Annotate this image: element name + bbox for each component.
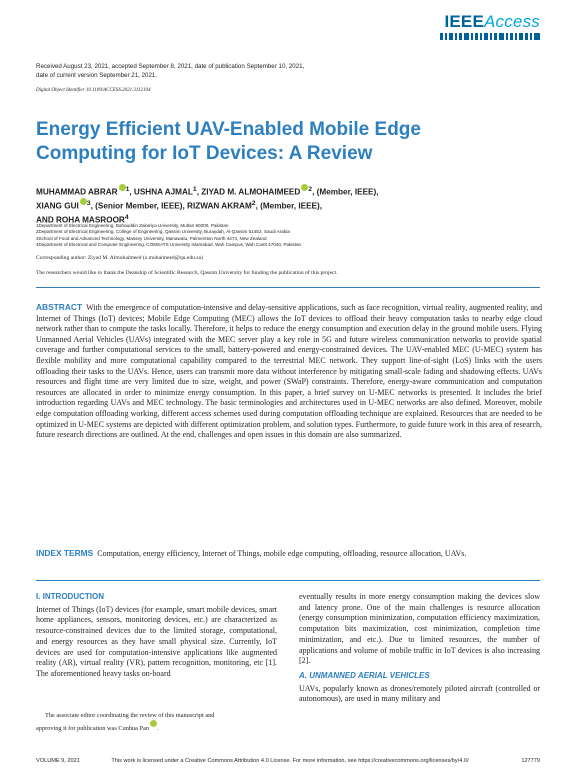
- author-list: [36, 184, 476, 226]
- affil-sup: 2: [308, 186, 313, 193]
- divider-bottom: [36, 580, 540, 581]
- divider-top: [36, 287, 540, 288]
- author-role: , (Member, IEEE),: [312, 187, 379, 197]
- abstract-block: [36, 302, 542, 441]
- affil-sup: 4: [124, 213, 129, 221]
- affiliation-item: 2Department of Electrical Engineering, College of Engineering, Qassim University, Buraydah, Al-Qassim 51452, Saudi Arabia: [36, 229, 290, 235]
- author-role: , (Member, IEEE),: [255, 201, 323, 211]
- affiliations: [36, 223, 476, 248]
- orcid-icon[interactable]: [150, 720, 157, 727]
- footer-license[interactable]: This work is licensed under a Creative Commons Attribution 4.0 License. For more information, see https://creativecommons.org/licenses/by/4.0/: [111, 758, 469, 764]
- author-name: XIANG GUI: [36, 201, 79, 211]
- affil-sup: 3: [86, 199, 91, 207]
- paper-title: [36, 118, 456, 166]
- editor-note-line-2: approving it for publication was Cunhua Pan: [36, 725, 149, 733]
- abstract-label: ABSTRACT: [36, 302, 83, 312]
- index-terms-text: Computation, energy efficiency, Internet of Things, mobile edge computing, offloading, resource allocation, UAVs.: [97, 549, 467, 558]
- body-paragraph: Internet of Things (IoT) devices (for example, smart mobile devices, smart home appliances, sensors, monitoring devices, etc.) are characterized as resource-constrained devices due to the limited storage, computational, and energy resources as they have small physical size. Currently, IoT devices are used for computation-intensive applications like augmented reality (AR), virtual reality (VR), pattern recognition, monitoring, etc [1]. The aforementioned heavy tasks on-board: [36, 604, 277, 678]
- section-heading: I. INTRODUCTION: [36, 592, 104, 601]
- body-paragraph: eventually results in more energy consumption making the devices slow and latency prone. One of the main challenges is resource allocation (energy consumption minimization, computation efficiency maximization, computation bits maximization, cost minimization, completion time minimization, and etc.). Due to limited resources, the number of applications and volume of mobile traffic in IoT devices is also increasing [2].: [299, 592, 540, 666]
- affiliation-item: 3School of Food and Advanced Technology, Massey University, Manawatu, Palmerston North 4474, New Zealand: [36, 235, 267, 241]
- footer-volume: VOLUME 9, 2021: [36, 758, 80, 764]
- affiliation-item: 1Department of Electrical Engineering, Bahauddin Zakariya University, Multan 60000, Pakistan: [36, 223, 229, 228]
- index-terms-block: [36, 548, 542, 560]
- title-line-2: Computing for IoT Devices: A Review: [36, 143, 373, 164]
- ieee-access-logo: [444, 12, 540, 32]
- body-column-right: [299, 592, 540, 705]
- body-column-left: [36, 592, 277, 680]
- affil-sup: 1: [192, 186, 197, 193]
- abstract-text: With the emergence of computation-intensive and delay-sensitive applications, such as face recognition, virtual reality, augmented reality, and Internet of Things (IoT) devices; Mobile Edge Computing (MEC) allows the IoT devices to offload their heavy computation tasks to nearby edge cloud network rather than to compute the tasks locally. Therefore, it helps to reduce the energy consumption and execution delay in the ground mobile users. Flying Unmanned Aerial Vehicles (UAVs) integrated with the MEC server play a key role in 5G and future wireless communication networks to provide spatial coverage and further computational services to the small, battery-powered and energy-constrained devices. The UAV-enabled MEC (U-MEC) system has flexible mobility and more computational capability compared to the terrestrial MEC network. They support line-of-sight (LoS) links with the users offloading their tasks to the UAVs. Hence, users can transmit more data without interference by mitigating small-scale fading and shadowing effects. UAVs resources and flight time are very limited due to size, weight, and power (SWaP) constraints. Therefore, energy-aware communication and computation resources are allocated in order to minimize energy consumption. In this paper, a brief survey on U-MEC networks is presented. It includes the brief introduction regarding UAVs and MEC technology. The basic terminologies and architectures used in U-MEC networks are also defined. Moreover, mobile edge computation offloading working, different access schemes used during computation offloading technique are explained. Resources that are needed to be optimized in U-MEC systems are depicted with different optimization problem, and solution types. Furthermore, to guide future work in this area of research, future research directions are outlined. At the end, challenges and open issues in this domain are also summarized.: [36, 303, 542, 440]
- orcid-icon[interactable]: [80, 198, 87, 205]
- subsection-heading: A. UNMANNED AERIAL VEHICLES: [299, 670, 430, 680]
- author-name: , (Senior Member, IEEE), RIZWAN AKRAM: [90, 201, 252, 211]
- orcid-icon[interactable]: [119, 184, 126, 191]
- current-version-line: date of current version September 21, 2021.: [36, 71, 158, 79]
- affil-sup: 1: [125, 186, 130, 193]
- doi-line: Digital Object Identifier 10.1109/ACCESS.2021.3112104: [36, 88, 151, 93]
- title-line-1: Energy Efficient UAV-Enabled Mobile Edge: [36, 119, 421, 140]
- author-name: AND ROHA MASROOR: [36, 215, 125, 225]
- received-line: Received August 23, 2021, accepted September 8, 2021, date of publication September 10, 2021,: [36, 63, 305, 70]
- body-paragraph: UAVs, popularly known as drones/remotely piloted aircraft (controlled or autonomous), are used in many military and: [299, 683, 540, 704]
- logo-bars-graphic: [440, 33, 540, 40]
- editor-note: The associate editor coordinating the review of this manuscript and approving it for publication was Cunhua Pan .: [36, 711, 277, 733]
- funding-acknowledgement: The researchers would like to thank the Deanship of Scientific Research, Qassim University for funding the publication of this project.: [36, 270, 338, 276]
- affiliation-item: 4Department of Electrical and Computer Engineering, COMSATS University Islamabad, Wah Campus, Wah Cantt 47040, Pakistan: [36, 241, 302, 247]
- logo-accent: Access: [484, 12, 540, 31]
- author-name: MUHAMMAD ABRAR: [36, 187, 118, 197]
- index-terms-label: INDEX TERMS: [36, 548, 94, 558]
- affil-sup: 2: [251, 199, 256, 207]
- footer-page-number: 127779: [521, 758, 540, 764]
- author-name: , USHNA AJMAL: [129, 187, 193, 197]
- logo-main: IEEE: [444, 12, 484, 31]
- editor-note-line-1: The associate editor coordinating the review of this manuscript and: [45, 712, 215, 719]
- corresponding-author: Corresponding author: Ziyad M. Almohaimeed (z.mohaimeed@qu.edu.sa): [36, 255, 203, 261]
- author-name: , ZIYAD M. ALMOHAIMEED: [196, 187, 301, 197]
- publication-dates: [36, 63, 376, 80]
